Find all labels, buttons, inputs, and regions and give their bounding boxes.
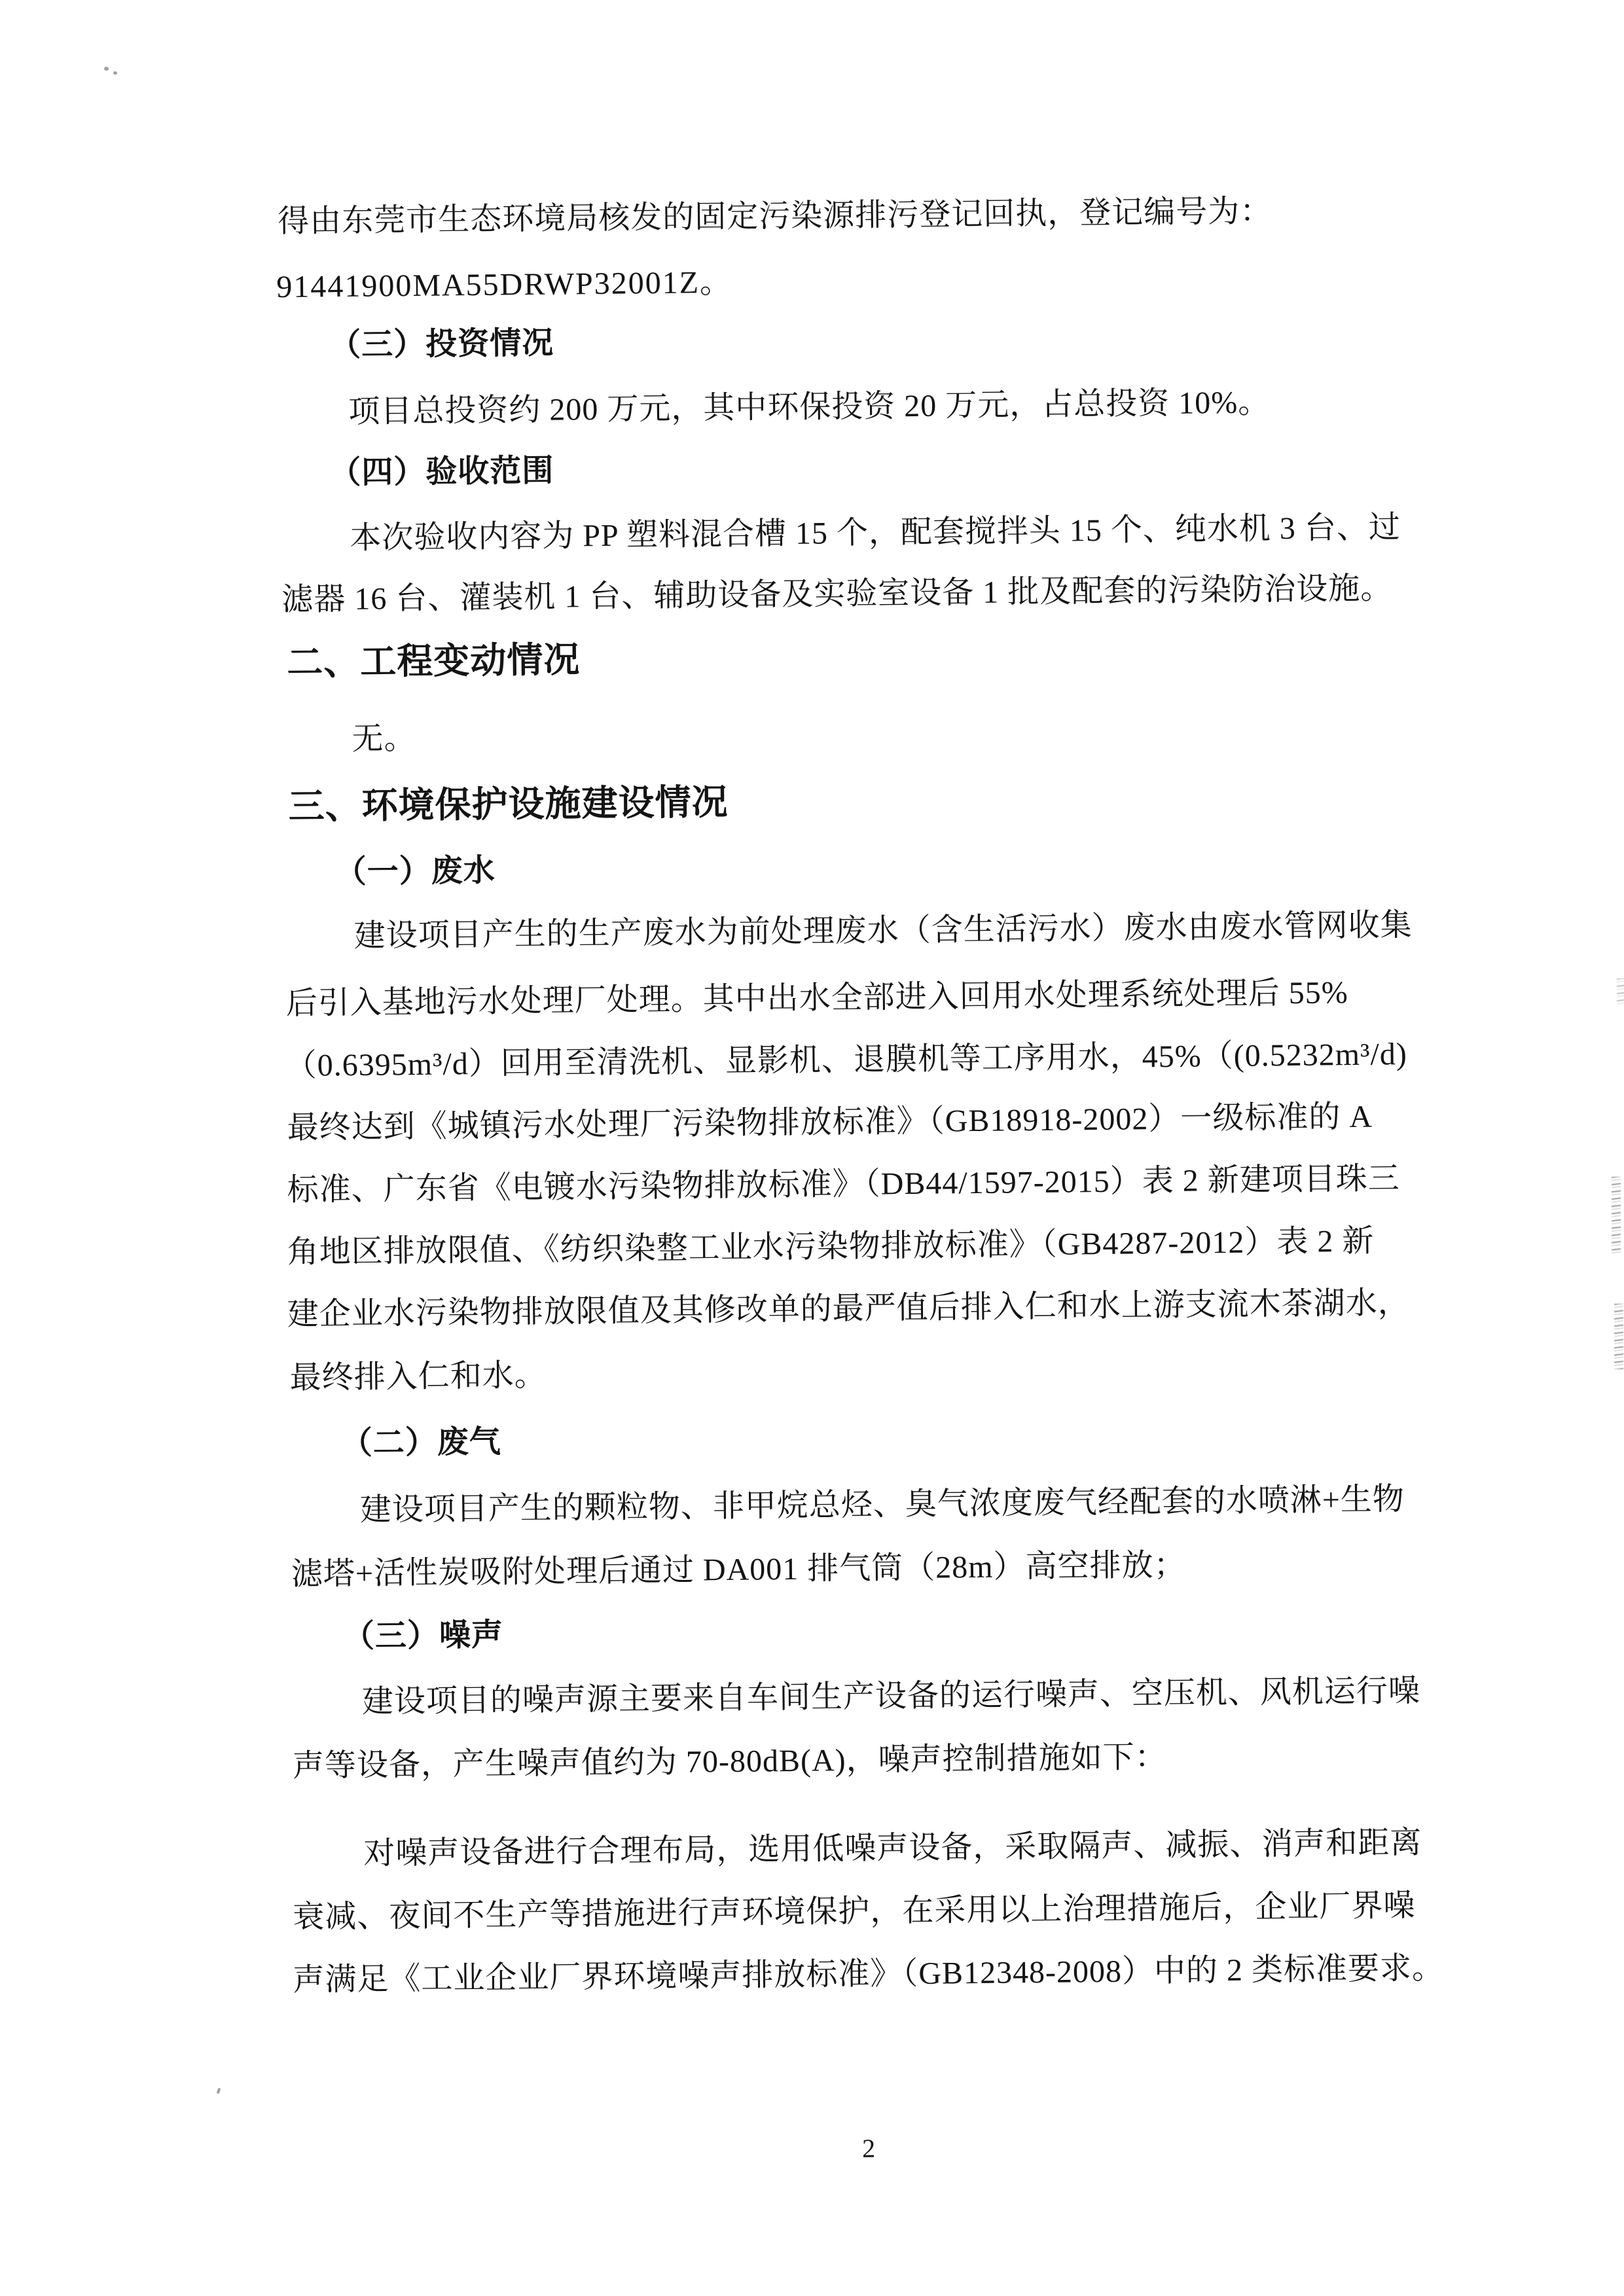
scan-edge-smudge: [1612, 1177, 1621, 1254]
section-heading-env-protection-facilities: 三、环境保护设施建设情况: [288, 781, 729, 827]
doc-line: 建设项目产生的生产废水为前处理废水（含生活污水）废水由废水管网收集: [353, 908, 1413, 954]
sub-heading-waste-gas: （二）废气: [340, 1424, 502, 1462]
doc-line: 后引入基地污水处理厂处理。其中出水全部进入回用水处理系统处理后 55%: [285, 975, 1348, 1022]
doc-line: 最终排入仁和水。: [289, 1357, 547, 1395]
sub-heading-investment: （三）投资情况: [329, 325, 554, 363]
doc-line: 无。: [352, 721, 416, 757]
doc-line: （0.6395m³/d）回用至清洗机、显影机、退膜机等工序用水，45%（(0.5232m³/d): [285, 1037, 1408, 1084]
doc-line: 最终达到《城镇污水处理厂污染物排放标准》（GB18918-2002）一级标准的 A: [287, 1099, 1373, 1146]
doc-line: 滤器 16 台、灌装机 1 台、辅助设备及实验室设备 1 批及配套的污染防治设施。: [281, 571, 1393, 618]
doc-line: 对噪声设备进行合理布局，选用低噪声设备，采取隔声、减振、消声和距离: [363, 1825, 1422, 1871]
doc-line: 项目总投资约 200 万元，其中环保投资 20 万元，占总投资 10%。: [348, 385, 1271, 429]
page-number: 2: [861, 2133, 876, 2163]
registration-number: 91441900MA55DRWP32001Z。: [276, 264, 733, 305]
scan-speck: [113, 71, 117, 75]
doc-line: 得由东莞市生态环境局核发的固定污染源排污登记回执，登记编号为：: [277, 194, 1272, 240]
doc-line: 衰减、夜间不生产等措施进行声环境保护，在采用以上治理措施后，企业厂界噪: [293, 1888, 1416, 1935]
scan-edge-smudge: [1614, 1304, 1623, 1369]
sub-heading-noise: （三）噪声: [342, 1617, 504, 1655]
doc-line: 本次验收内容为 PP 塑料混合槽 15 个，配套搅拌头 15 个、纯水机 3 台、过: [350, 510, 1401, 556]
doc-line: 建企业水污染物排放限值及其修改单的最严值后排入仁和水上游支流木茶湖水，: [287, 1285, 1410, 1333]
doc-line: 声满足《工业企业厂界环境噪声排放标准》（GB12348-2008）中的 2 类标准要求。: [293, 1950, 1445, 1998]
doc-line: 标准、广东省《电镀水污染物排放标准》（DB44/1597-2015）表 2 新建项目珠三: [287, 1161, 1400, 1208]
sub-heading-wastewater: （一）废水: [334, 853, 496, 890]
doc-line: 建设项目的噪声源主要来自车间生产设备的运行噪声、空压机、风机运行噪: [361, 1673, 1421, 1719]
doc-line: 角地区排放限值、《纺织染整工业水污染物排放标准》（GB4287-2012）表 2 新: [287, 1223, 1375, 1270]
section-heading-project-changes: 二、工程变动情况: [287, 639, 581, 683]
doc-line: 滤塔+活性炭吸附处理后通过 DA001 排气筒（28m）高空排放；: [291, 1547, 1186, 1592]
scan-speck: [104, 67, 109, 71]
doc-line: 建设项目产生的颗粒物、非甲烷总烃、臭气浓度废气经配套的水喷淋+生物: [359, 1482, 1405, 1528]
sub-heading-acceptance-scope: （四）验收范围: [329, 453, 554, 491]
doc-line: 声等设备，产生噪声值约为 70-80dB(A)，噪声控制措施如下：: [292, 1739, 1167, 1784]
scan-edge-smudge: [1617, 978, 1624, 1005]
